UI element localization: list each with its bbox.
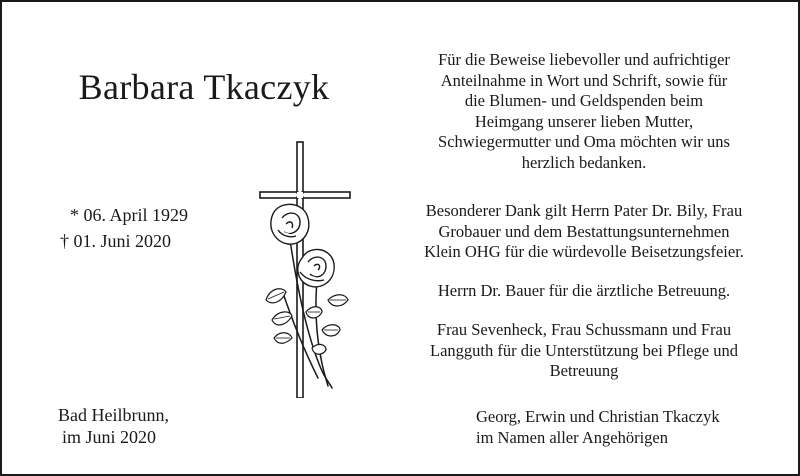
signature-subline: im Namen aller Angehörigen [476, 428, 668, 447]
cross-with-roses-icon [252, 140, 354, 398]
special-thanks-paragraph [386, 201, 782, 263]
text-line: Anteilnahme in Wort und Schrift, sowie für [440, 70, 728, 90]
signature [476, 406, 720, 448]
text-line: herzlich bedanken. [521, 152, 647, 172]
text-line: die Blumen- und Geldspenden beim [464, 91, 704, 110]
text-line: Besonderer Dank gilt Herrn Pater Dr. Bily, Frau [425, 201, 743, 220]
date-line: im Juni 2020 [62, 427, 157, 447]
text-line: Schwiegermutter und Oma möchten wir uns [438, 132, 730, 151]
place-and-date [58, 404, 169, 448]
death-date: † 01. Juni 2020 [60, 231, 172, 251]
birth-date: * 06. April 1929 [70, 205, 189, 225]
text-line: Frau Sevenheck, Frau Schussmann und Frau [436, 320, 732, 339]
care-thanks-paragraph [386, 320, 782, 382]
life-dates [60, 202, 188, 254]
text-line: Grobauer und dem Bestattungsunternehmen [438, 221, 730, 241]
signature-names: Georg, Erwin und Christian Tkaczyk [476, 407, 720, 426]
text-line: Klein OHG für die würdevolle Beisetzungsfeier. [424, 242, 744, 261]
text-line: Betreuung [549, 361, 619, 380]
thanks-paragraph [386, 50, 782, 173]
text-line: Für die Beweise liebevoller und aufrichtiger [438, 50, 730, 69]
text-line: Langguth für die Unterstützung bei Pflege und [430, 340, 738, 360]
deceased-name: Barbara Tkaczyk [78, 67, 330, 107]
place-line: Bad Heilbrunn, [58, 405, 169, 425]
text-line: Herrn Dr. Bauer für die ärztliche Betreuung. [437, 281, 731, 300]
text-line: Heimgang unserer lieben Mutter, [474, 111, 694, 131]
doctor-thanks-paragraph [386, 281, 782, 302]
